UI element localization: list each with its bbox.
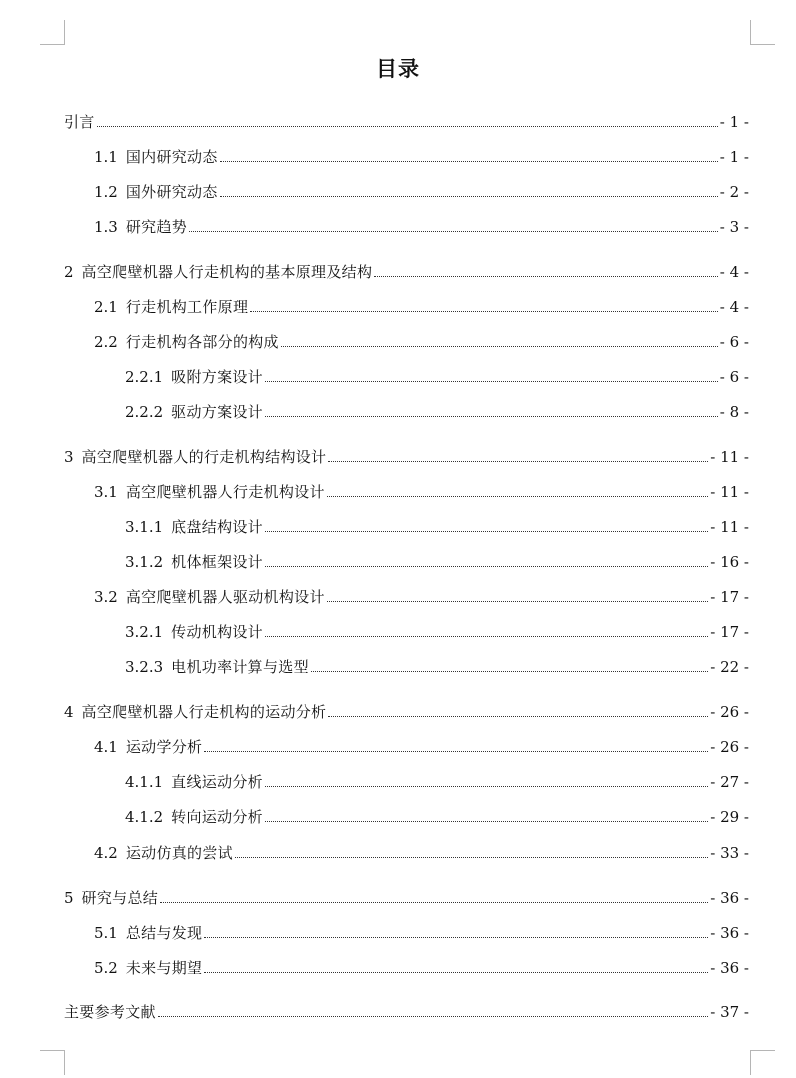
toc-entry-label: 电机功率计算与选型 [171,658,309,676]
toc-dot-leader [327,601,708,602]
toc-dot-leader [265,531,708,532]
toc-dot-leader [265,821,708,822]
toc-entry-number: 1.1 [94,148,118,166]
toc-dot-leader [189,231,718,232]
toc-dot-leader [328,716,708,717]
toc-entry-page: - 8 - [719,403,749,421]
toc-entry-label: 未来与期望 [125,959,203,977]
toc-dot-leader [204,937,708,938]
toc-dot-leader [311,671,708,672]
toc-dot-leader [265,636,708,637]
toc-entry-label: 运动仿真的尝试 [125,844,233,862]
toc-entry-number: 5.2 [94,959,118,977]
toc-entry-number: 2 [64,263,74,281]
toc-entry[interactable] [94,213,749,237]
toc-entry-label: 传动机构设计 [171,623,263,641]
toc-entry-label: 主要参考文献 [64,1003,156,1021]
toc-entry[interactable] [125,618,749,642]
toc-entry-number: 2.2.2 [125,403,164,421]
toc-entry-number: 3.2.1 [125,623,164,641]
toc-dot-leader [265,381,718,382]
toc-entry-page: - 27 - [710,773,749,791]
toc-entry-label: 直线运动分析 [171,773,263,791]
toc-entry-label: 吸附方案设计 [171,368,263,386]
toc-entry-page: - 37 - [710,1003,749,1021]
toc-entry-page: - 1 - [719,148,749,166]
toc-dot-leader [374,276,718,277]
toc-entry-number: 4.1.1 [125,773,164,791]
toc-entry-page: - 26 - [710,738,749,756]
toc-entry-label: 行走机构各部分的构成 [125,333,279,351]
toc-entry[interactable] [64,884,749,908]
toc-entry[interactable] [64,108,749,132]
toc-dot-leader [328,461,708,462]
toc-entry-number: 2.2 [94,333,118,351]
toc-entry-page: - 11 - [710,483,749,501]
toc-entry[interactable] [125,513,749,537]
toc-entry-label: 机体框架设计 [171,553,263,571]
toc-entry-label: 高空爬壁机器人行走机构设计 [125,483,325,501]
toc-entry[interactable] [125,398,749,422]
toc-entry-number: 3.2 [94,588,118,606]
toc-entry-page: - 29 - [710,808,749,826]
toc-entry-number: 4.1.2 [125,808,164,826]
toc-entry-number: 3.1.1 [125,518,164,536]
toc-entry-number: 2.1 [94,298,118,316]
toc-entry-page: - 33 - [710,844,749,862]
toc-entry-number: 1.3 [94,218,118,236]
toc-entry-number: 4 [64,703,74,721]
toc-entry-number: 3 [64,448,74,466]
toc-entry-label: 运动学分析 [125,738,203,756]
toc-entry[interactable] [94,954,749,978]
toc-dot-leader [160,902,708,903]
crop-mark-bottom-left [40,1050,65,1075]
toc-entry[interactable] [94,143,749,167]
toc-dot-leader [158,1016,708,1017]
toc-dot-leader [220,161,718,162]
toc-dot-leader [204,972,708,973]
toc-entry-page: - 36 - [710,959,749,977]
toc-entry-number: 5.1 [94,924,118,942]
toc-entry-page: - 6 - [719,333,749,351]
toc-entry-label: 研究趋势 [125,218,188,236]
page-title: 目录 [376,57,420,81]
toc-entry[interactable] [94,293,749,317]
toc-dot-leader [235,857,708,858]
toc-entry-label: 引言 [64,113,95,131]
toc-entry-label: 总结与发现 [125,924,203,942]
crop-mark-top-right [750,20,775,45]
toc-dot-leader [250,311,718,312]
toc-entry[interactable] [64,443,749,467]
toc-entry-page: - 11 - [710,448,749,466]
toc-entry[interactable] [94,178,749,202]
toc-entry-label: 行走机构工作原理 [125,298,249,316]
toc-entry-number: 3.2.3 [125,658,164,676]
toc-entry[interactable] [125,548,749,572]
toc-entry-page: - 36 - [710,889,749,907]
toc-entry[interactable] [94,733,749,757]
toc-entry[interactable] [94,583,749,607]
toc-entry-label: 高空爬壁机器人驱动机构设计 [125,588,325,606]
toc-entry[interactable] [125,363,749,387]
toc-entry-number: 3.1 [94,483,118,501]
toc-dot-leader [97,126,718,127]
crop-mark-top-left [40,20,65,45]
toc-entry[interactable] [64,698,749,722]
toc-entry-number: 4.2 [94,844,118,862]
toc-entry-page: - 3 - [719,218,749,236]
toc-entry-number: 1.2 [94,183,118,201]
toc-entry[interactable] [94,478,749,502]
toc-entry-page: - 1 - [719,113,749,131]
toc-entry[interactable] [94,839,749,863]
toc-entry-page: - 16 - [710,553,749,571]
toc-entry-label: 研究与总结 [81,889,159,907]
toc-entry-page: - 26 - [710,703,749,721]
crop-mark-bottom-right [750,1050,775,1075]
toc-entry-page: - 36 - [710,924,749,942]
toc-entry-page: - 17 - [710,588,749,606]
toc-entry-page: - 4 - [719,298,749,316]
toc-entry-page: - 22 - [710,658,749,676]
toc-dot-leader [204,751,708,752]
toc-entry-page: - 2 - [719,183,749,201]
toc-entry-number: 2.2.1 [125,368,164,386]
toc-entry-page: - 11 - [710,518,749,536]
toc-entry-page: - 17 - [710,623,749,641]
toc-entry[interactable] [64,998,749,1022]
toc-entry[interactable] [94,919,749,943]
toc-dot-leader [265,416,718,417]
toc-dot-leader [265,566,708,567]
toc-entry-label: 高空爬壁机器人的行走机构结构设计 [81,448,327,466]
toc-entry-page: - 4 - [719,263,749,281]
toc-entry-label: 高空爬壁机器人行走机构的运动分析 [81,703,327,721]
toc-entry[interactable] [125,768,749,792]
toc-entry-label: 国外研究动态 [125,183,218,201]
toc-entry-number: 4.1 [94,738,118,756]
toc-entry[interactable] [125,653,749,677]
toc-entry-page: - 6 - [719,368,749,386]
toc-entry-label: 底盘结构设计 [171,518,263,536]
toc-entry[interactable] [64,258,749,282]
toc-entry-label: 高空爬壁机器人行走机构的基本原理及结构 [81,263,373,281]
toc-entry-number: 5 [64,889,74,907]
toc-dot-leader [220,196,718,197]
toc-entry[interactable] [125,803,749,827]
toc-dot-leader [327,496,708,497]
toc-entry-label: 转向运动分析 [171,808,263,826]
toc-entry-label: 国内研究动态 [125,148,218,166]
toc-dot-leader [265,786,708,787]
toc-entry-label: 驱动方案设计 [171,403,263,421]
toc-entry[interactable] [94,328,749,352]
toc-entry-number: 3.1.2 [125,553,164,571]
toc-dot-leader [281,346,718,347]
